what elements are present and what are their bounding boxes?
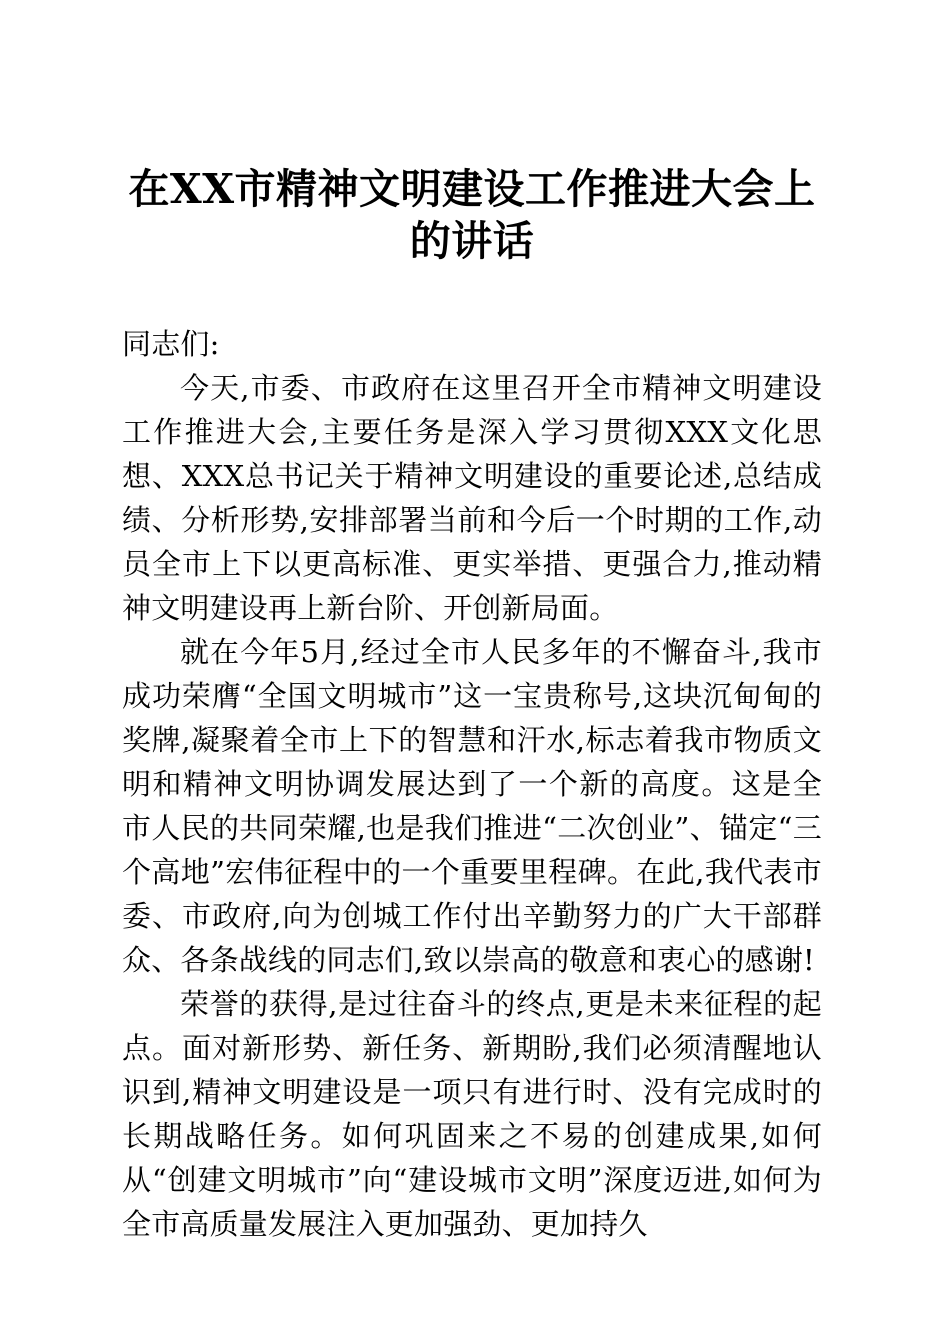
paragraph-2: 就在今年5月,经过全市人民多年的不懈奋斗,我市成功荣膺“全国文明城市”这一宝贵称号,这块沉甸甸的奖牌,凝聚着全市上下的智慧和汗水,标志着我市物质文明和精神文明协调发展达到了一个新的高度。这是全市人民的共同荣耀,也是我们推进“二次创业”、锚定“三个高地”宏伟征程中的一个重要里程碑。在此,我代表市委、市政府,向为创城工作付出辛勤努力的广大干部群众、各条战线的同志们,致以崇高的敬意和衷心的感谢! [122, 635, 822, 977]
document-body [122, 322, 822, 1246]
paragraph-3: 荣誉的获得,是过往奋斗的终点,更是未来征程的起点。面对新形势、新任务、新期盼,我们必须清醒地认识到,精神文明建设是一项只有进行时、没有完成时的长期战略任务。如何巩固来之不易的创建成果,如何从“创建文明城市”向“建设城市文明”深度迈进,如何为全市高质量发展注入更加强劲、更加持久 [122, 987, 822, 1241]
paragraph-1: 今天,市委、市政府在这里召开全市精神文明建设工作推进大会,主要任务是深入学习贯彻XXX文化思想、XXX总书记关于精神文明建设的重要论述,总结成绩、分析形势,安排部署当前和今后一个时期的工作,动员全市上下以更高标准、更实举措、更强合力,推动精神文明建设再上新台阶、开创新局面。 [122, 371, 822, 625]
paragraph-salutation: 同志们: [122, 327, 220, 361]
page-title: 在XX市精神文明建设工作推进大会上的讲话 [128, 165, 816, 265]
